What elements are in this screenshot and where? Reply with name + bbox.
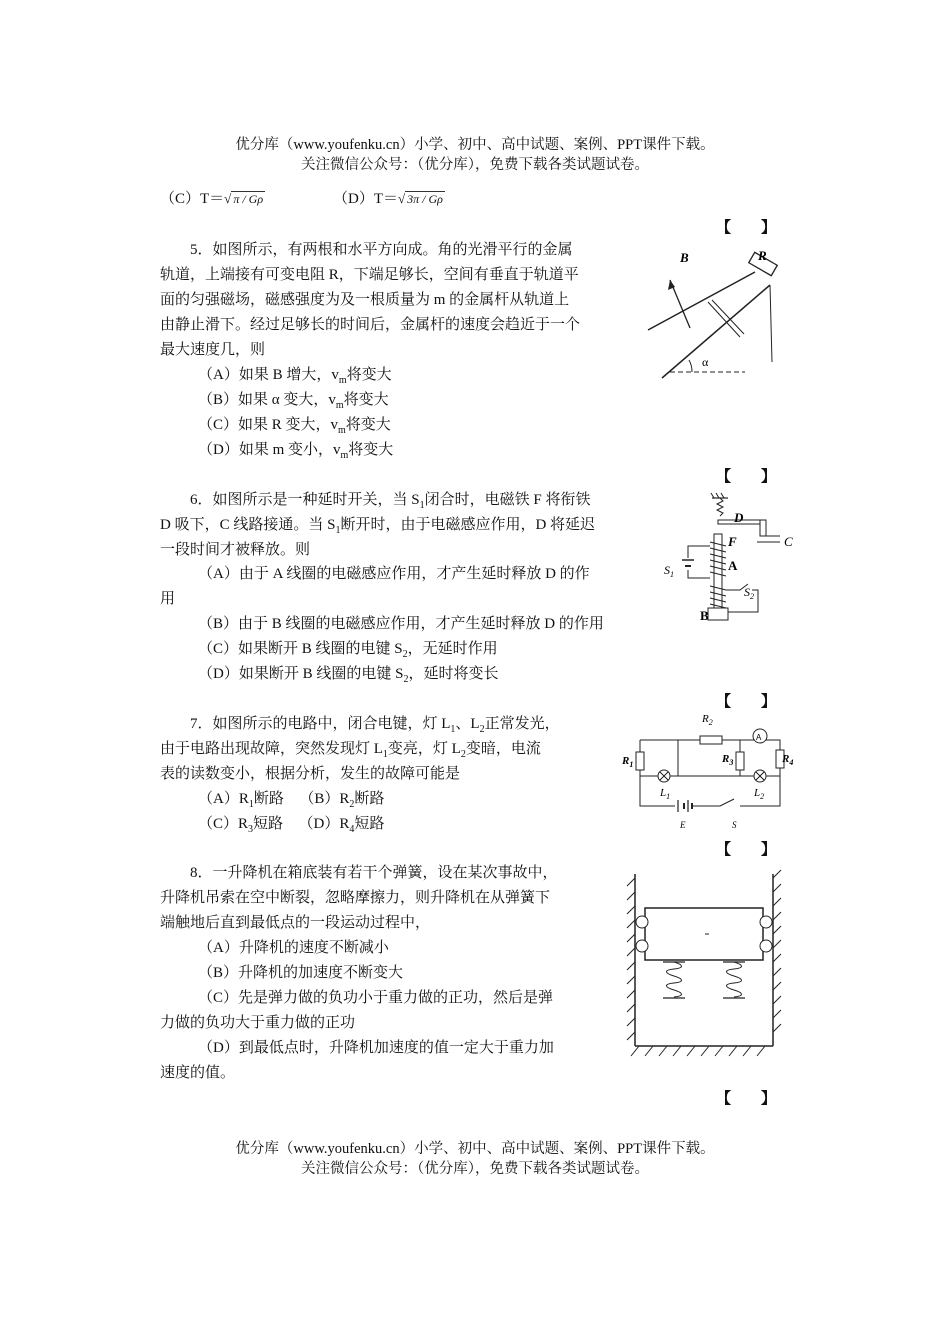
q7-stem-line2-c: 变暗，电流 xyxy=(465,741,541,757)
q7-option-c-tail: 短路 xyxy=(253,816,284,832)
q7-fig-r2-main: R xyxy=(702,713,709,725)
q5-fig-label-r: R xyxy=(758,248,767,263)
q5-option-a-tail: 将变大 xyxy=(346,367,392,383)
q7-fig-label-e: E xyxy=(680,820,686,830)
q7-option-d-sub: 4 xyxy=(349,824,355,835)
q7-fig-r1-sub: 1 xyxy=(629,760,634,769)
q6-option-d-tail: ，延时将变长 xyxy=(408,666,499,682)
q7-fig-r4-main: R xyxy=(782,753,790,765)
q7-fig-label-r3 xyxy=(721,753,733,767)
q7-fig-r3-sub: 3 xyxy=(729,758,734,767)
q5-option-c-sub: m xyxy=(338,425,346,436)
q5-option-b-sub: m xyxy=(335,400,344,411)
q7-circuit-figure xyxy=(620,706,800,831)
q7-fig-label-r1 xyxy=(621,755,633,769)
q6-option-c-tail: ，无延时作用 xyxy=(407,641,498,657)
page-footer-line1: 优分库（www.youfenku.cn）小学、初中、高中试题、案例、PPT课件下载。 xyxy=(235,1141,715,1157)
answer-bracket-q8: 【 】 xyxy=(716,1091,777,1107)
q7-fig-label-ammeter: A xyxy=(756,733,762,742)
q7-option-a[interactable] xyxy=(198,791,284,810)
q5-stem-line5: 最大速度几，则 xyxy=(160,342,266,358)
q8-option-d-cont: 速度的值。 xyxy=(160,1065,236,1081)
q7-fig-l2-main: L xyxy=(754,787,761,799)
q6-option-c-text: （C）如果断开 B 线圈的电键 S xyxy=(198,641,403,657)
q6-option-d[interactable] xyxy=(198,662,498,692)
q7-fig-l1-sub: 1 xyxy=(666,792,671,801)
q7-option-b-sub: 2 xyxy=(349,799,355,810)
q8-option-b[interactable]: （B）升降机的加速度不断变大 xyxy=(198,965,404,981)
prev-option-d: （D）T＝√ 3π / Gρ xyxy=(333,191,443,207)
q7-fig-label-r4 xyxy=(781,753,793,767)
q7-option-b-text: （B）R xyxy=(299,791,350,807)
q7-fig-r3-main: R xyxy=(722,753,730,765)
q7-stem-line1-sub2: 2 xyxy=(479,724,485,735)
q6-option-a[interactable]: （A）由于 A 线圈的电磁感应作用，才产生延时释放 D 的作 xyxy=(198,566,590,582)
q6-fig-label-s1 xyxy=(664,563,674,579)
q6-fig-label-c: C xyxy=(784,534,793,549)
answer-bracket-q4: 【 】 xyxy=(716,220,777,236)
q5-option-a-sub: m xyxy=(338,375,347,386)
q5-stem-line4: 由静止滑下。经过足够长的时间后，金属杆的速度会趋近于一个 xyxy=(160,317,581,333)
q7-option-d-tail: 短路 xyxy=(354,816,385,832)
q6-stem-line3: 一段时间才被释放。则 xyxy=(160,542,311,558)
q7-option-d-text: （D）R xyxy=(298,816,350,832)
q8-elevator-figure xyxy=(625,866,785,1066)
q6-stem-line2-b: 断开时，由于电磁感应作用，D 将延迟 xyxy=(340,517,596,533)
q6-option-d-text: （D）如果断开 B 线圈的电键 S xyxy=(198,666,404,682)
q8-stem-line2: 升降机吊索在空中断裂，忽略摩擦力，则升降机在从弹簧下 xyxy=(160,890,551,906)
q7-option-b-tail: 断路 xyxy=(354,791,385,807)
q8-stem-line1: 8．一升降机在箱底装有若干个弹簧，设在某次事故中， xyxy=(190,865,558,881)
answer-bracket-q5: 【 】 xyxy=(716,469,777,485)
q7-option-d[interactable] xyxy=(298,816,385,835)
q8-option-a[interactable]: （A）升降机的速度不断减小 xyxy=(198,940,389,956)
q6-option-a-cont: 用 xyxy=(160,591,176,607)
q7-fig-label-r2 xyxy=(701,713,713,727)
q7-option-c-text: （C）R xyxy=(198,816,249,832)
q7-fig-label-s: S xyxy=(732,820,737,830)
q7-stem-line2-sub1: 1 xyxy=(382,749,388,760)
q7-stem-line2-sub2: 2 xyxy=(460,749,466,760)
q7-fig-label-l1 xyxy=(659,787,670,801)
q6-option-b[interactable]: （B）由于 B 线圈的电磁感应作用，才产生延时释放 D 的作用 xyxy=(198,616,604,632)
q7-fig-l1-main: L xyxy=(660,787,667,799)
q8-option-c-cont: 力做的负功大于重力做的正功 xyxy=(160,1015,356,1031)
q6-stem-line2-a: D 吸下，C 线路接通。当 S xyxy=(160,517,336,533)
q7-option-a-sub: 1 xyxy=(248,799,254,810)
q6-fig-s2-sub: 2 xyxy=(750,592,754,601)
answer-bracket-q7: 【 】 xyxy=(716,842,777,858)
q5-stem-line3: 面的匀强磁场，磁感强度为及一根质量为 m 的金属杆从轨道上 xyxy=(160,292,570,308)
q7-options-cd xyxy=(198,812,384,842)
prev-option-c-formula: π / Gρ xyxy=(233,192,264,206)
q5-incline-figure xyxy=(640,240,790,385)
q6-stem-line2-sub: 1 xyxy=(335,525,341,536)
q6-fig-s1-main: S xyxy=(664,563,670,577)
q7-fig-l2-sub: 2 xyxy=(760,792,765,801)
answer-bracket-q6: 【 】 xyxy=(716,694,777,710)
q6-delay-switch-figure xyxy=(660,490,800,625)
q5-option-d-text: （D）如果 m 变小，v xyxy=(198,442,341,458)
q5-fig-label-alpha: α xyxy=(702,355,709,369)
q7-stem-line1-b: 、L xyxy=(455,716,480,732)
q6-stem-line1-a: 6．如图所示是一种延时开关，当 S xyxy=(190,492,420,508)
q7-option-b[interactable] xyxy=(299,791,385,810)
prev-option-c: （C）T＝√ π / Gρ xyxy=(160,191,264,207)
q5-option-b-text: （B）如果 α 变大，v xyxy=(198,392,336,408)
q7-option-c-sub: 3 xyxy=(248,824,254,835)
q7-option-c[interactable] xyxy=(198,816,284,835)
q5-option-a-text: （A）如果 B 增大，v xyxy=(198,367,339,383)
q7-stem-line1-a: 7．如图所示的电路中，闭合电键，灯 L xyxy=(190,716,451,732)
q6-fig-label-d: D xyxy=(734,510,744,525)
page-footer-line2: 关注微信公众号：（优分库），免费下载各类试题试卷。 xyxy=(301,1161,649,1177)
q6-fig-label-b: B xyxy=(700,608,709,623)
q5-fig-label-b: B xyxy=(680,250,689,265)
q6-option-d-sub: 2 xyxy=(403,674,409,685)
prev-option-d-formula: 3π / Gρ xyxy=(407,192,443,206)
q7-stem-line1-c: 正常发光， xyxy=(484,716,560,732)
q5-option-c-tail: 将变大 xyxy=(345,417,391,433)
q6-fig-label-f: F xyxy=(728,534,737,549)
q5-option-d-tail: 将变大 xyxy=(348,442,394,458)
page-header-line1: 优分库（www.youfenku.cn）小学、初中、高中试题、案例、PPT课件下载。 xyxy=(235,137,715,153)
q8-stem-line3: 端触地后直到最低点的一段运动过程中， xyxy=(160,915,431,931)
q6-fig-label-a: A xyxy=(728,558,738,573)
q8-option-d[interactable]: （D）到最低点时，升降机加速度的值一定大于重力加 xyxy=(198,1040,554,1056)
q7-stem-line2-a: 由于电路出现故障，突然发现灯 L xyxy=(160,741,383,757)
q6-fig-s1-sub: 1 xyxy=(670,570,674,579)
q6-fig-label-s2 xyxy=(744,585,754,601)
q7-fig-label-l2 xyxy=(753,787,764,801)
q7-fig-r4-sub: 4 xyxy=(789,758,794,767)
q6-stem-line1-sub: 1 xyxy=(419,500,425,511)
page-header-line2: 关注微信公众号：（优分库），免费下载各类试题试卷。 xyxy=(301,157,649,173)
q7-fig-r2-sub: 2 xyxy=(708,718,713,727)
q7-stem-line2-b: 变亮，灯 L xyxy=(387,741,461,757)
q7-stem-line3: 表的读数变小，根据分析，发生的故障可能是 xyxy=(160,766,461,782)
q5-option-c-text: （C）如果 R 变大，v xyxy=(198,417,339,433)
q7-fig-r1-main: R xyxy=(622,755,630,767)
prev-option-c-label: （C）T＝ xyxy=(160,191,225,207)
q8-option-c[interactable]: （C）先是弹力做的负功小于重力做的正功，然后是弹 xyxy=(198,990,554,1006)
q6-option-c-sub: 2 xyxy=(402,649,408,660)
prev-option-d-label: （D）T＝ xyxy=(333,191,398,207)
q6-fig-s2-main: S xyxy=(744,585,750,599)
q5-option-b-tail: 将变大 xyxy=(343,392,389,408)
q7-stem-line1-sub1: 1 xyxy=(450,724,456,735)
q7-option-a-text: （A）R xyxy=(198,791,249,807)
q5-option-d-sub: m xyxy=(340,450,349,461)
q5-stem-line1: 5．如图所示，有两根和水平方向成。角的光滑平行的金属 xyxy=(190,242,573,258)
q5-option-d[interactable] xyxy=(198,438,393,468)
q6-stem-line1-b: 闭合时，电磁铁 F 将衔铁 xyxy=(424,492,591,508)
q7-option-a-tail: 断路 xyxy=(253,791,284,807)
q5-stem-line2: 轨道，上端接有可变电阻 R，下端足够长，空间有垂直于轨道平 xyxy=(160,267,579,283)
